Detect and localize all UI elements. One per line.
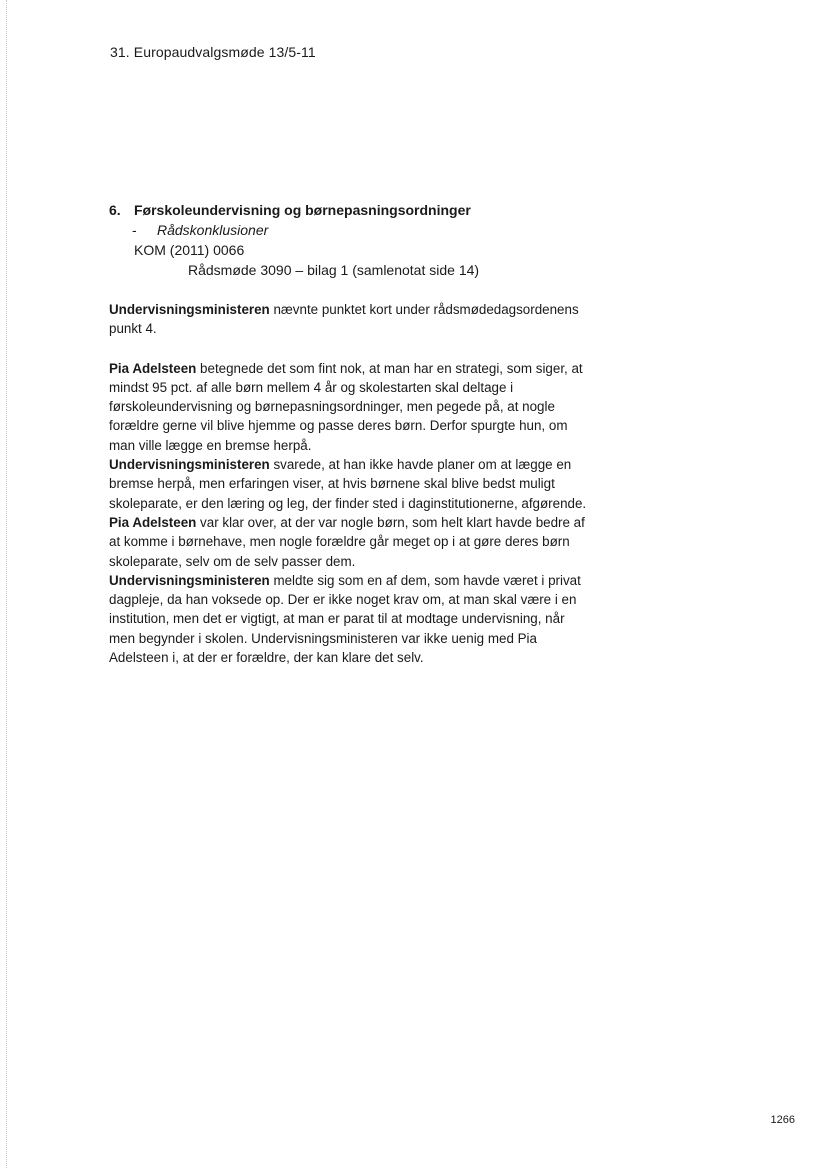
paragraph-text: nævnte punktet kort under rådsmødedagsordenens punkt 4. bbox=[109, 302, 579, 337]
agenda-subitem bbox=[109, 220, 629, 240]
agenda-subitem-dash: - bbox=[132, 222, 137, 238]
paragraph bbox=[109, 513, 591, 571]
speaker-name: Pia Adelsteen bbox=[109, 514, 197, 530]
speaker-name: Pia Adelsteen bbox=[109, 360, 197, 376]
speaker-name: Undervisningsministeren bbox=[109, 572, 270, 588]
document-header: 31. Europaudvalgsmøde 13/5-11 bbox=[110, 44, 316, 60]
paragraph-text: betegnede det som fint nok, at man har en strategi, som siger, at mindst 95 pct. af alle børn mellem 4 år og skolestarten skal deltage i førskoleundervisning og børnepasningsordninger, men pegede på, at nogle forældre gerne vil blive hjemme og passe deres børn. Derfor spurgte hun, om man ville lægge en bremse herpå. bbox=[109, 360, 583, 453]
paragraph-text: svarede, at han ikke havde planer om at lægge en bremse herpå, men erfaringen viser, at hvis børnene skal blive bedst muligt skoleparate, er den læring og leg, der finder sted i daginstitutionerne, afgørende. bbox=[109, 457, 587, 511]
paragraph bbox=[109, 359, 591, 455]
paragraph-text: meldte sig som en af dem, som havde været i privat dagpleje, da han voksede op. Der er ikke noget krav om, at man skal være i en institution, men det er vigtigt, at man er parat til at modtage undervisning, når men begynder i skolen. Undervisningsministeren var ikke uenig med Pia Adelsteen i, at der er forældre, der kan klare det selv. bbox=[109, 572, 581, 666]
paragraph bbox=[109, 300, 591, 339]
page-number: 1266 bbox=[770, 1114, 795, 1126]
agenda-subitem-label: Rådskonklusioner bbox=[157, 222, 269, 238]
agenda-number: 6. bbox=[109, 202, 121, 218]
paragraph-text: var klar over, at der var nogle børn, som helt klart havde bedre af at komme i børnehave, men nogle forældre går meget op i at gøre deres børn skoleparate, selv om de selv passer dem. bbox=[109, 514, 585, 569]
agenda-item bbox=[109, 200, 629, 280]
paragraph bbox=[109, 455, 591, 513]
speaker-name: Undervisningsministeren bbox=[109, 457, 270, 473]
minutes-body bbox=[109, 300, 591, 667]
paragraph bbox=[109, 571, 591, 667]
agenda-heading bbox=[109, 200, 629, 220]
speaker-name: Undervisningsministeren bbox=[109, 302, 270, 317]
agenda-meeting: Rådsmøde 3090 – bilag 1 (samlenotat side 14) bbox=[188, 262, 480, 278]
page-edge bbox=[6, 0, 7, 1168]
agenda-title: Førskoleundervisning og børnepasningsordninger bbox=[134, 202, 471, 218]
agenda-reference: KOM (2011) 0066 bbox=[134, 242, 245, 258]
